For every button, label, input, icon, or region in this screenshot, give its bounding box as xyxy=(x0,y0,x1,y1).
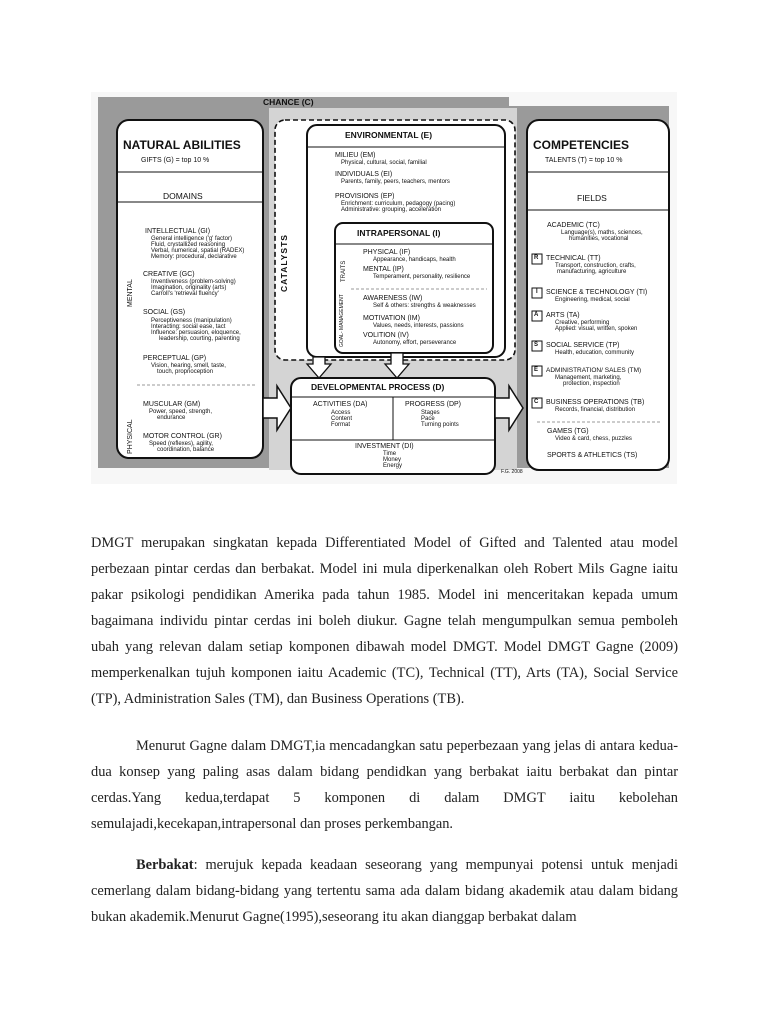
chance-label: CHANCE (C) xyxy=(263,97,314,107)
da-line: Format xyxy=(331,422,351,428)
competencies-title: COMPETENCIES xyxy=(533,138,630,152)
letter-a: A xyxy=(534,312,539,318)
tm-line: protection, inspection xyxy=(563,381,620,387)
gi-line: Verbal, numerical, spatial (RADEX) xyxy=(151,248,245,254)
gc-title: CREATIVE (GC) xyxy=(143,271,195,278)
gs-line: Interacting: social ease, tact xyxy=(151,324,226,330)
tp-title: SOCIAL SERVICE (TP) xyxy=(546,342,620,349)
im-title: MOTIVATION (IM) xyxy=(363,315,420,322)
gi-title: INTELLECTUAL (GI) xyxy=(145,228,211,235)
dp-line: Pace xyxy=(421,416,435,422)
di-title: INVESTMENT (DI) xyxy=(355,443,414,450)
gs-line: leadership, courting, parenting xyxy=(159,336,240,342)
tg-title: GAMES (TG) xyxy=(547,428,589,435)
da-line: Access xyxy=(331,410,351,416)
tc-line: Language(s), maths, sciences, xyxy=(561,230,643,236)
domains-label: DOMAINS xyxy=(163,191,203,201)
copyright-mark: F.G. 2008 xyxy=(501,469,523,475)
dmgt-diagram xyxy=(91,92,677,484)
ip-title: MENTAL (IP) xyxy=(363,266,404,273)
di-line: Money xyxy=(383,457,402,463)
berbakat-term: Berbakat xyxy=(136,857,194,873)
gp-title: PERCEPTUAL (GP) xyxy=(143,355,207,362)
gs-title: SOCIAL (GS) xyxy=(143,309,186,316)
ei-title: INDIVIDUALS (EI) xyxy=(335,171,393,178)
tc-line: humanities, vocational xyxy=(569,236,629,242)
gs-line: Perceptiveness (manipulation) xyxy=(151,318,232,324)
ei-line: Parents, family, peers, teachers, mentors xyxy=(341,179,450,185)
gm-title: MUSCULAR (GM) xyxy=(143,401,201,408)
gr-title: MOTOR CONTROL (GR) xyxy=(143,433,222,440)
catalysts-label: CATALYSTS xyxy=(279,234,289,292)
iw-title: AWARENESS (IW) xyxy=(363,295,423,302)
ta-line: Creative, performing xyxy=(555,320,610,326)
tp-line: Health, education, community xyxy=(555,350,635,356)
em-title: MILIEU (EM) xyxy=(335,152,376,159)
letter-i: I xyxy=(536,289,538,295)
tb-title: BUSINESS OPERATIONS (TB) xyxy=(546,399,645,406)
gifts-subtitle: GIFTS (G) = top 10 % xyxy=(141,157,210,164)
di-line: Time xyxy=(383,451,397,457)
ta-line: Applied: visual, written, spoken xyxy=(555,326,638,332)
intrapersonal-title: INTRAPERSONAL (I) xyxy=(357,228,441,238)
iw-line: Self & others: strengths & weaknesses xyxy=(373,303,476,309)
ep-line: Administrative: grouping, acceleration xyxy=(341,207,442,213)
mental-label: MENTAL xyxy=(127,279,134,307)
talents-subtitle: TALENTS (T) = top 10 % xyxy=(545,157,623,164)
natural-abilities-title: NATURAL ABILITIES xyxy=(123,138,241,152)
ep-title: PROVISIONS (EP) xyxy=(335,193,395,200)
tc-title: ACADEMIC (TC) xyxy=(547,222,600,229)
iv-title: VOLITION (IV) xyxy=(363,332,409,339)
letter-s: S xyxy=(534,342,539,348)
paragraph-berbakat xyxy=(91,852,678,930)
paragraph-2-text: Menurut Gagne dalam DMGT,ia mencadangkan satu peperbezaan yang jelas di antara kedua-dua konsep yang paling asas dalam bidang pendidkan yang berbakat iaitu berbakat dan pintar cerdas.Yang kedua,terdapat 5 komponen di dalam DMGT iaitu kebolehan semulajadi,kecekapan,intrapersonal dan proses perkembangan. xyxy=(91,738,678,832)
if-line: Appearance, handicaps, health xyxy=(373,257,456,263)
tm-title: ADMINISTRATION/ SALES (TM) xyxy=(546,367,642,374)
fields-label: FIELDS xyxy=(577,193,607,203)
em-line: Physical, cultural, social, familial xyxy=(341,160,427,166)
gr-line: Speed (reflexes), agility, xyxy=(149,441,213,447)
gp-line: Vision, hearing, smell, taste, xyxy=(151,363,226,369)
dp-line: Stages xyxy=(421,410,440,416)
gc-line: Inventiveness (problem-solving) xyxy=(151,279,236,285)
gr-line: coordination, balance xyxy=(157,447,215,453)
ti-line: Engineering, medical, social xyxy=(555,297,630,303)
environmental-title: ENVIRONMENTAL (E) xyxy=(345,130,433,140)
letter-r: R xyxy=(534,255,539,261)
tt-line: Transport, construction, crafts, xyxy=(555,263,636,269)
gm-line: endurance xyxy=(157,415,186,421)
developmental-title: DEVELOPMENTAL PROCESS (D) xyxy=(311,382,445,392)
dp-title: PROGRESS (DP) xyxy=(405,401,462,408)
ts-title: SPORTS & ATHLETICS (TS) xyxy=(547,452,638,459)
gc-line: Carroll's 'retrieval fluency' xyxy=(151,291,219,297)
gi-line: Fluid, crystallized reasoning xyxy=(151,242,226,248)
paragraph-gagne xyxy=(91,733,678,837)
tm-line: Management, marketing, xyxy=(555,375,622,381)
berbakat-definition: : merujuk kepada keadaan seseorang yang mempunyai potensi untuk menjadi cemerlang dalam bidang-bidang yang tertentu sama ada dalam bidang akademik atau dalam bidang bukan akademik.Menurut Gagne(1995),seseorang itu akan dianggap berbakat dalam xyxy=(91,857,678,925)
paragraph-dmgt-intro xyxy=(91,530,678,712)
im-line: Values, needs, interests, passions xyxy=(373,323,464,329)
physical-label: PHYSICAL xyxy=(127,419,134,454)
ep-line: Enrichment: curriculum, pedagogy (pacing) xyxy=(341,201,456,207)
gc-line: Imagination, originality (arts) xyxy=(151,285,227,291)
da-line: Content xyxy=(331,416,353,422)
gs-line: Influence: persuasion, eloquence, xyxy=(151,330,241,336)
tt-line: manufacturing, agriculture xyxy=(557,269,627,275)
dp-line: Turning points xyxy=(421,422,459,428)
di-line: Energy xyxy=(383,463,403,469)
ta-title: ARTS (TA) xyxy=(546,312,580,319)
if-title: PHYSICAL (IF) xyxy=(363,249,411,256)
da-title: ACTIVITIES (DA) xyxy=(313,401,368,408)
letter-c: C xyxy=(534,399,539,405)
goal-management-label: GOAL- MANAGEMENT xyxy=(339,294,345,347)
tt-title: TECHNICAL (TT) xyxy=(546,255,601,262)
gp-line: touch, proprioception xyxy=(157,369,214,375)
ti-title: SCIENCE & TECHNOLOGY (TI) xyxy=(546,289,648,296)
paragraph-1-text: DMGT merupakan singkatan kepada Differentiated Model of Gifted and Talented atau model perbezaan pintar cerdas dan berbakat. Model ini mula diperkenalkan oleh Robert Mils Gagne iaitu pakar psikologi pendidikan Amerika pada tahun 1985. Model ini menceritakan kepada umum bagaimana individu pintar cerdas ini boleh diukur. Gagne telah mengumpulkan semua pemboleh ubah yang relevan dalam setiap komponen dibawah model DMGT. Model DMGT Gagne (2009) memperkenalkan tujuh komponen iaitu Academic (TC), Technical (TT), Arts (TA), Social Service (TP), Administration Sales (TM), dan Business Operations (TB). xyxy=(91,535,678,707)
gm-line: Power, speed, strength, xyxy=(149,409,213,415)
tb-line: Records, financial, distribution xyxy=(555,407,636,413)
traits-label: TRAITS xyxy=(341,260,347,282)
tg-line: Video & card, chess, puzzles xyxy=(555,436,632,442)
iv-line: Autonomy, effort, perseverance xyxy=(373,340,457,346)
gi-line: Memory: procedural, declarative xyxy=(151,254,237,260)
ip-line: Temperament, personality, resilience xyxy=(373,274,471,280)
gi-line: General intelligence ('g' factor) xyxy=(151,236,232,242)
letter-e: E xyxy=(534,367,539,373)
